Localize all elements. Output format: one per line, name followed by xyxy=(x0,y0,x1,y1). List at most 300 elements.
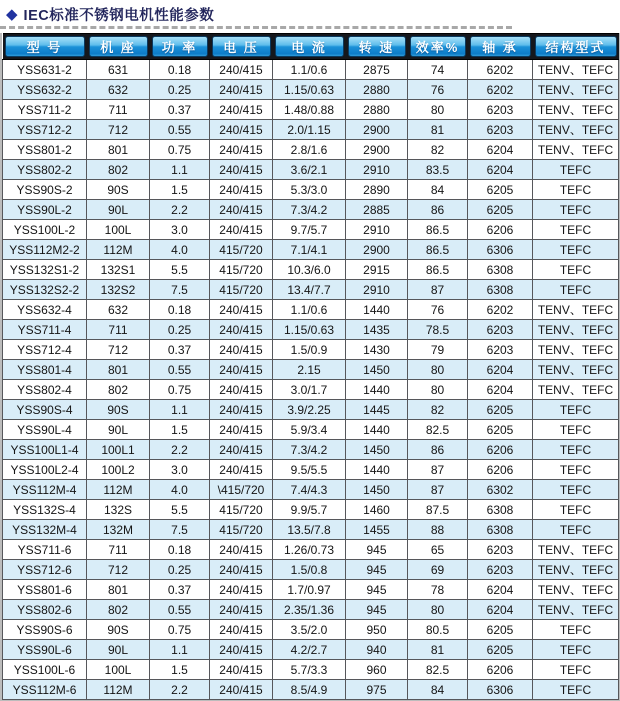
table-row xyxy=(3,480,619,500)
table-cell: 6206 xyxy=(468,440,533,460)
column-header-cell xyxy=(3,34,87,60)
table-cell: 2910 xyxy=(346,280,408,300)
table-cell: 1460 xyxy=(346,500,408,520)
table-cell: 1.1 xyxy=(150,400,210,420)
table-cell: 945 xyxy=(346,580,408,600)
table-cell: 87.5 xyxy=(408,500,468,520)
table-cell: 1.5 xyxy=(150,180,210,200)
table-cell: YSS802-4 xyxy=(3,380,87,400)
table-cell: 5.5 xyxy=(150,500,210,520)
table-cell: 86 xyxy=(408,440,468,460)
table-cell: 240/415 xyxy=(210,120,273,140)
table-cell: 3.6/2.1 xyxy=(273,160,346,180)
table-cell: TENV、TEFC xyxy=(533,80,619,100)
table-cell: 0.25 xyxy=(150,80,210,100)
table-cell: 0.18 xyxy=(150,300,210,320)
table-cell: 240/415 xyxy=(210,420,273,440)
section-title-bar xyxy=(0,0,620,22)
table-cell: 80 xyxy=(408,380,468,400)
table-cell: 240/415 xyxy=(210,680,273,700)
table-cell: 78 xyxy=(408,580,468,600)
table-row xyxy=(3,200,619,220)
table-cell: 7.3/4.2 xyxy=(273,200,346,220)
table-cell: 86.5 xyxy=(408,260,468,280)
table-cell: 2.2 xyxy=(150,680,210,700)
table-cell: 82.5 xyxy=(408,660,468,680)
table-cell: 112M xyxy=(87,480,150,500)
table-cell: YSS100L1-4 xyxy=(3,440,87,460)
table-cell: 90S xyxy=(87,620,150,640)
table-cell: YSS712-2 xyxy=(3,120,87,140)
page-title: IEC标准不锈钢电机性能参数 xyxy=(23,7,215,24)
table-cell: TENV、TEFC xyxy=(533,540,619,560)
diamond-icon: ◆ xyxy=(6,5,18,23)
table-cell: 415/720 xyxy=(210,240,273,260)
table-cell: 8.5/4.9 xyxy=(273,680,346,700)
table-row xyxy=(3,220,619,240)
table-cell: 6205 xyxy=(468,180,533,200)
column-header-button[interactable]: 效率% xyxy=(410,36,466,57)
table-cell: 240/415 xyxy=(210,560,273,580)
table-cell: 240/415 xyxy=(210,440,273,460)
table-cell: YSS802-6 xyxy=(3,600,87,620)
table-cell: 5.3/3.0 xyxy=(273,180,346,200)
column-header-button[interactable]: 功 率 xyxy=(152,36,208,57)
table-cell: 86.5 xyxy=(408,220,468,240)
table-cell: 415/720 xyxy=(210,500,273,520)
table-cell: 6306 xyxy=(468,240,533,260)
table-cell: 100L2 xyxy=(87,460,150,480)
table-cell: 2910 xyxy=(346,160,408,180)
table-cell: 632 xyxy=(87,300,150,320)
table-cell: 7.5 xyxy=(150,520,210,540)
table-cell: 960 xyxy=(346,660,408,680)
table-cell: YSS132S1-2 xyxy=(3,260,87,280)
table-cell: YSS631-2 xyxy=(3,60,87,80)
table-cell: 240/415 xyxy=(210,340,273,360)
table-cell: 1450 xyxy=(346,440,408,460)
column-header-button[interactable]: 转 速 xyxy=(348,36,406,57)
table-cell: 2910 xyxy=(346,220,408,240)
table-cell: 415/720 xyxy=(210,260,273,280)
column-header-cell xyxy=(533,34,619,60)
table-cell: TENV、TEFC xyxy=(533,580,619,600)
table-cell: 6204 xyxy=(468,580,533,600)
table-cell: 1435 xyxy=(346,320,408,340)
table-cell: 0.55 xyxy=(150,360,210,380)
table-cell: 3.5/2.0 xyxy=(273,620,346,640)
table-cell: YSS632-2 xyxy=(3,80,87,100)
table-cell: 801 xyxy=(87,360,150,380)
table-row xyxy=(3,300,619,320)
table-cell: 2.35/1.36 xyxy=(273,600,346,620)
table-cell: 240/415 xyxy=(210,140,273,160)
table-row xyxy=(3,160,619,180)
table-cell: 0.75 xyxy=(150,380,210,400)
table-row xyxy=(3,360,619,380)
table-cell: 65 xyxy=(408,540,468,560)
table-cell: 711 xyxy=(87,540,150,560)
table-cell: 1445 xyxy=(346,400,408,420)
table-cell: 6202 xyxy=(468,80,533,100)
table-cell: 945 xyxy=(346,540,408,560)
table-cell: 240/415 xyxy=(210,460,273,480)
table-cell: TEFC xyxy=(533,200,619,220)
column-header-button[interactable]: 轴 承 xyxy=(470,36,531,57)
table-cell: 1.26/0.73 xyxy=(273,540,346,560)
table-cell: 712 xyxy=(87,340,150,360)
table-cell: 132S1 xyxy=(87,260,150,280)
table-cell: TEFC xyxy=(533,440,619,460)
table-cell: 3.0/1.7 xyxy=(273,380,346,400)
column-header-cell xyxy=(468,34,533,60)
table-cell: 802 xyxy=(87,160,150,180)
table-cell: 87 xyxy=(408,280,468,300)
table-cell: 6206 xyxy=(468,220,533,240)
table-cell: 79 xyxy=(408,340,468,360)
table-cell: TENV、TEFC xyxy=(533,360,619,380)
table-cell: 1430 xyxy=(346,340,408,360)
table-cell: 84 xyxy=(408,680,468,700)
table-cell: 240/415 xyxy=(210,80,273,100)
table-cell: 7.3/4.2 xyxy=(273,440,346,460)
table-cell: 100L xyxy=(87,220,150,240)
table-cell: 6308 xyxy=(468,280,533,300)
table-cell: TENV、TEFC xyxy=(533,300,619,320)
table-cell: YSS112M2-2 xyxy=(3,240,87,260)
table-row xyxy=(3,640,619,660)
table-row xyxy=(3,440,619,460)
motor-spec-table xyxy=(2,33,619,700)
table-cell: YSS632-4 xyxy=(3,300,87,320)
table-row xyxy=(3,400,619,420)
table-cell: 6204 xyxy=(468,360,533,380)
table-cell: 1.1/0.6 xyxy=(273,60,346,80)
table-cell: 240/415 xyxy=(210,100,273,120)
table-cell: YSS90S-4 xyxy=(3,400,87,420)
table-cell: 69 xyxy=(408,560,468,580)
table-cell: 87 xyxy=(408,480,468,500)
table-cell: YSS711-4 xyxy=(3,320,87,340)
table-cell: 6203 xyxy=(468,540,533,560)
table-cell: 82 xyxy=(408,140,468,160)
table-cell: 6203 xyxy=(468,560,533,580)
table-cell: 1.7/0.97 xyxy=(273,580,346,600)
table-cell: YSS711-2 xyxy=(3,100,87,120)
table-cell: 7.1/4.1 xyxy=(273,240,346,260)
table-cell: 100L xyxy=(87,660,150,680)
table-cell: TEFC xyxy=(533,520,619,540)
table-cell: 5.5 xyxy=(150,260,210,280)
table-cell: 4.2/2.7 xyxy=(273,640,346,660)
table-cell: YSS801-4 xyxy=(3,360,87,380)
table-cell: 84 xyxy=(408,180,468,200)
table-cell: 1.1/0.6 xyxy=(273,300,346,320)
table-cell: 1.1 xyxy=(150,640,210,660)
table-cell: 82 xyxy=(408,400,468,420)
table-cell: 2900 xyxy=(346,120,408,140)
table-cell: 712 xyxy=(87,120,150,140)
table-cell: 6203 xyxy=(468,100,533,120)
table-cell: 2.2 xyxy=(150,200,210,220)
table-cell: 9.5/5.5 xyxy=(273,460,346,480)
table-cell: 1.5 xyxy=(150,660,210,680)
table-cell: 1.5/0.8 xyxy=(273,560,346,580)
table-cell: 1.5/0.9 xyxy=(273,340,346,360)
table-cell: 0.37 xyxy=(150,340,210,360)
table-cell: 10.3/6.0 xyxy=(273,260,346,280)
column-header-button[interactable]: 电 流 xyxy=(275,36,344,57)
table-cell: 1450 xyxy=(346,480,408,500)
table-cell: 81 xyxy=(408,120,468,140)
table-cell: 1440 xyxy=(346,420,408,440)
table-cell: TENV、TEFC xyxy=(533,380,619,400)
table-cell: 1455 xyxy=(346,520,408,540)
table-cell: TEFC xyxy=(533,160,619,180)
table-cell: 80 xyxy=(408,600,468,620)
table-cell: 6206 xyxy=(468,660,533,680)
dashed-divider xyxy=(0,26,512,29)
table-cell: 5.9/3.4 xyxy=(273,420,346,440)
table-cell: 112M xyxy=(87,680,150,700)
table-row xyxy=(3,380,619,400)
table-cell: 2915 xyxy=(346,260,408,280)
table-cell: 801 xyxy=(87,580,150,600)
table-cell: 6204 xyxy=(468,140,533,160)
table-cell: 0.37 xyxy=(150,100,210,120)
table-cell: 88 xyxy=(408,520,468,540)
table-cell: 2900 xyxy=(346,240,408,260)
table-cell: YSS711-6 xyxy=(3,540,87,560)
table-cell: 76 xyxy=(408,300,468,320)
table-cell: 90L xyxy=(87,640,150,660)
table-row xyxy=(3,60,619,80)
table-cell: 240/415 xyxy=(210,620,273,640)
column-header-cell xyxy=(346,34,408,60)
table-cell: 7.4/4.3 xyxy=(273,480,346,500)
table-cell: 711 xyxy=(87,100,150,120)
table-header-row xyxy=(3,34,619,60)
table-cell: 6308 xyxy=(468,520,533,540)
table-cell: 5.7/3.3 xyxy=(273,660,346,680)
table-cell: YSS90L-2 xyxy=(3,200,87,220)
table-cell: YSS100L2-4 xyxy=(3,460,87,480)
table-cell: 2.2 xyxy=(150,440,210,460)
column-header-button[interactable]: 机 座 xyxy=(89,36,148,57)
table-cell: 80.5 xyxy=(408,620,468,640)
table-cell: TEFC xyxy=(533,660,619,680)
table-row xyxy=(3,100,619,120)
table-row xyxy=(3,660,619,680)
table-cell: YSS801-6 xyxy=(3,580,87,600)
table-cell: 1.15/0.63 xyxy=(273,320,346,340)
table-row xyxy=(3,260,619,280)
table-cell: 240/415 xyxy=(210,660,273,680)
table-cell: 711 xyxy=(87,320,150,340)
table-row xyxy=(3,580,619,600)
table-cell: 712 xyxy=(87,560,150,580)
table-row xyxy=(3,240,619,260)
table-row xyxy=(3,680,619,700)
table-cell: 240/415 xyxy=(210,640,273,660)
table-cell: 100L1 xyxy=(87,440,150,460)
table-cell: 81 xyxy=(408,640,468,660)
table-cell: 132S xyxy=(87,500,150,520)
table-cell: TEFC xyxy=(533,680,619,700)
table-cell: 86 xyxy=(408,200,468,220)
table-cell: 802 xyxy=(87,600,150,620)
table-row xyxy=(3,120,619,140)
table-cell: TENV、TEFC xyxy=(533,100,619,120)
table-cell: 0.18 xyxy=(150,60,210,80)
table-cell: 6205 xyxy=(468,640,533,660)
table-cell: 240/415 xyxy=(210,360,273,380)
table-cell: YSS112M-6 xyxy=(3,680,87,700)
table-cell: 6302 xyxy=(468,480,533,500)
table-cell: 9.9/5.7 xyxy=(273,500,346,520)
table-cell: 4.0 xyxy=(150,480,210,500)
table-cell: 6206 xyxy=(468,460,533,480)
table-cell: TENV、TEFC xyxy=(533,60,619,80)
table-cell: YSS100L-6 xyxy=(3,660,87,680)
table-cell: 6203 xyxy=(468,320,533,340)
table-cell: 1.1 xyxy=(150,160,210,180)
table-cell: 6203 xyxy=(468,120,533,140)
table-row xyxy=(3,600,619,620)
table-cell: 90S xyxy=(87,180,150,200)
table-cell: 6204 xyxy=(468,160,533,180)
table-cell: 240/415 xyxy=(210,540,273,560)
table-cell: 6202 xyxy=(468,300,533,320)
table-cell: 6204 xyxy=(468,380,533,400)
table-cell: YSS132S2-2 xyxy=(3,280,87,300)
table-cell: 74 xyxy=(408,60,468,80)
table-cell: 1440 xyxy=(346,380,408,400)
table-cell: TEFC xyxy=(533,220,619,240)
table-cell: TEFC xyxy=(533,420,619,440)
table-cell: YSS90S-2 xyxy=(3,180,87,200)
table-cell: 1440 xyxy=(346,460,408,480)
column-header-cell xyxy=(87,34,150,60)
table-cell: YSS132M-4 xyxy=(3,520,87,540)
column-header-button[interactable]: 型 号 xyxy=(5,36,85,57)
table-cell: 0.55 xyxy=(150,120,210,140)
table-cell: 78.5 xyxy=(408,320,468,340)
motor-spec-table-wrapper xyxy=(0,33,620,701)
table-cell: TENV、TEFC xyxy=(533,120,619,140)
table-cell: TEFC xyxy=(533,400,619,420)
table-cell: TEFC xyxy=(533,500,619,520)
table-cell: 3.0 xyxy=(150,220,210,240)
column-header-cell xyxy=(408,34,468,60)
table-cell: 90L xyxy=(87,200,150,220)
column-header-cell xyxy=(150,34,210,60)
table-cell: 2885 xyxy=(346,200,408,220)
table-cell: 240/415 xyxy=(210,320,273,340)
table-cell: 0.25 xyxy=(150,320,210,340)
table-cell: 2.0/1.15 xyxy=(273,120,346,140)
table-cell: 950 xyxy=(346,620,408,640)
table-cell: 132M xyxy=(87,520,150,540)
table-cell: TEFC xyxy=(533,640,619,660)
table-cell: TEFC xyxy=(533,480,619,500)
table-row xyxy=(3,320,619,340)
table-cell: 945 xyxy=(346,560,408,580)
table-row xyxy=(3,80,619,100)
column-header-cell xyxy=(273,34,346,60)
table-cell: 9.7/5.7 xyxy=(273,220,346,240)
table-cell: 6205 xyxy=(468,400,533,420)
table-cell: 1.15/0.63 xyxy=(273,80,346,100)
table-cell: 6205 xyxy=(468,620,533,640)
table-row xyxy=(3,460,619,480)
table-cell: 2.15 xyxy=(273,360,346,380)
table-cell: 632 xyxy=(87,80,150,100)
table-cell: TEFC xyxy=(533,620,619,640)
table-cell: YSS90L-4 xyxy=(3,420,87,440)
table-cell: 240/415 xyxy=(210,600,273,620)
table-cell: YSS90L-6 xyxy=(3,640,87,660)
table-row xyxy=(3,520,619,540)
table-cell: 1.5 xyxy=(150,420,210,440)
table-cell: 80 xyxy=(408,100,468,120)
table-cell: 76 xyxy=(408,80,468,100)
table-cell: 80 xyxy=(408,360,468,380)
table-cell: 975 xyxy=(346,680,408,700)
table-cell: YSS112M-4 xyxy=(3,480,87,500)
table-cell: 0.75 xyxy=(150,620,210,640)
table-cell: 240/415 xyxy=(210,160,273,180)
column-header-button[interactable]: 电 压 xyxy=(212,36,271,57)
table-cell: 415/720 xyxy=(210,520,273,540)
table-cell: 0.37 xyxy=(150,580,210,600)
table-cell: 945 xyxy=(346,600,408,620)
table-cell: 6203 xyxy=(468,340,533,360)
table-cell: 1450 xyxy=(346,360,408,380)
table-cell: 82.5 xyxy=(408,420,468,440)
table-cell: 940 xyxy=(346,640,408,660)
table-cell: TENV、TEFC xyxy=(533,600,619,620)
table-cell: 6202 xyxy=(468,60,533,80)
table-row xyxy=(3,540,619,560)
table-row xyxy=(3,420,619,440)
table-cell: 1.48/0.88 xyxy=(273,100,346,120)
table-cell: TEFC xyxy=(533,280,619,300)
table-cell: 6204 xyxy=(468,600,533,620)
table-cell: 240/415 xyxy=(210,400,273,420)
table-cell: 112M xyxy=(87,240,150,260)
table-cell: TEFC xyxy=(533,240,619,260)
table-cell: 240/415 xyxy=(210,60,273,80)
table-cell: 802 xyxy=(87,380,150,400)
table-cell: TENV、TEFC xyxy=(533,340,619,360)
table-cell: 90L xyxy=(87,420,150,440)
table-cell: 2880 xyxy=(346,80,408,100)
table-cell: TENV、TEFC xyxy=(533,140,619,160)
table-cell: 3.0 xyxy=(150,460,210,480)
table-cell: 6205 xyxy=(468,420,533,440)
column-header-cell xyxy=(210,34,273,60)
table-cell: TEFC xyxy=(533,460,619,480)
table-cell: YSS90S-6 xyxy=(3,620,87,640)
column-header-button[interactable]: 结构型式 xyxy=(535,36,617,57)
table-cell: 13.4/7.7 xyxy=(273,280,346,300)
table-cell: 240/415 xyxy=(210,380,273,400)
table-cell: 631 xyxy=(87,60,150,80)
table-cell: 801 xyxy=(87,140,150,160)
table-cell: 6306 xyxy=(468,680,533,700)
table-cell: 0.18 xyxy=(150,540,210,560)
